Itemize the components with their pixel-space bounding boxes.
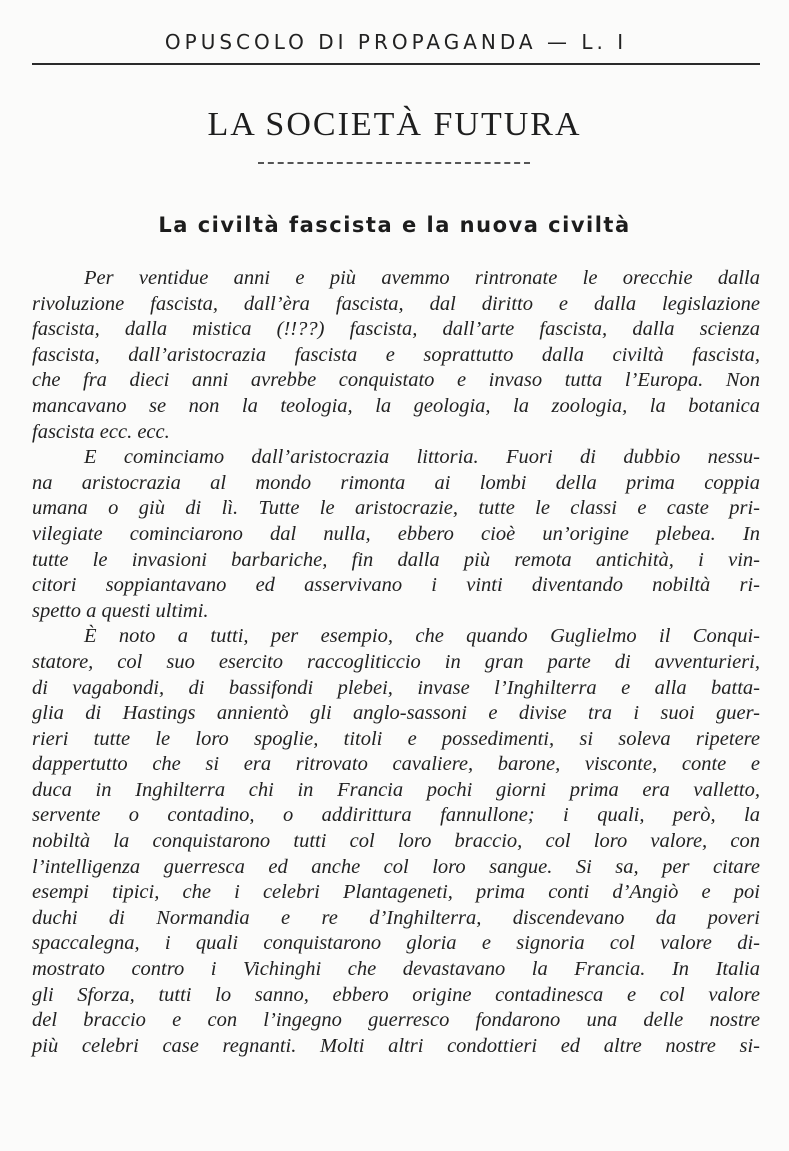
text-line: citori soppiantavano ed asservivano i vinti diventando nobiltà ri- — [32, 574, 760, 597]
text-line: dappertutto che si era ritrovato cavaliere, barone, visconte, conte e — [32, 753, 760, 776]
running-head: OPUSCOLO DI PROPAGANDA — L. I — [164, 30, 628, 54]
text-line: del braccio e con l’ingegno guerresco fondarono una delle nostre — [32, 1009, 760, 1032]
text-line: esempi tipici, che i celebri Plantageneti, prima conti d’Angiò e poi — [32, 881, 760, 904]
text-line: più celebri case regnanti. Molti altri condottieri ed altre nostre si- — [32, 1034, 760, 1057]
text-line: gli Sforza, tutti lo sanno, ebbero origine contadinesca e col valore — [32, 983, 760, 1006]
header-rule — [32, 63, 760, 65]
text-line: duca in Inghilterra chi in Francia pochi giorni prima era valletto, — [32, 778, 760, 801]
text-line: fascista ecc. ecc. — [32, 420, 170, 443]
text-line: l’intelligenza guerresca ed anche col loro sangue. Si sa, per citare — [32, 855, 760, 878]
text-line: spetto a questi ultimi. — [32, 599, 209, 622]
text-line: rivoluzione fascista, dall’èra fascista, dal diritto e dalla legislazione — [32, 292, 760, 315]
text-line: spaccalegna, i quali conquistarono gloria e signoria col valore di- — [32, 932, 760, 955]
text-line: glia di Hastings annientò gli anglo-sassoni e divise tra i suoi guer- — [32, 702, 760, 725]
text-line: nobiltà la conquistarono tutti col loro braccio, col loro valore, con — [32, 830, 760, 853]
text-line: servente o contadino, o addirittura fannullone; i quali, però, la — [32, 804, 760, 827]
text-line: statore, col suo esercito raccogliticcio in gran parte di avventurieri, — [32, 650, 760, 673]
text-line: vilegiate cominciarono dal nulla, ebbero cioè un’origine plebea. In — [32, 522, 760, 545]
text-line: È noto a tutti, per esempio, che quando Guglielmo il Conqui- — [84, 625, 760, 648]
text-line: fascista, dall’aristocrazia fascista e soprattutto dalla civiltà fascista, — [32, 343, 760, 366]
body-text — [32, 266, 760, 1059]
section-subtitle: La civiltà fascista e la nuova civiltà — [158, 213, 631, 237]
text-line: duchi di Normandia e re d’Inghilterra, discendevano da poveri — [32, 906, 760, 929]
text-line: E cominciamo dall’aristocrazia littoria. Fuori di dubbio nessu- — [84, 446, 760, 469]
text-line: tutte le invasioni barbariche, fin dalla più remota antichità, i vin- — [32, 548, 760, 571]
text-line: mancavano se non la teologia, la geologia, la zoologia, la botanica — [32, 394, 760, 417]
text-line: na aristocrazia al mondo rimonta ai lombi della prima coppia — [32, 471, 760, 494]
text-line: fascista, dalla mistica (!!??) fascista, dall’arte fascista, dalla scienza — [32, 318, 760, 341]
text-line: che fra dieci anni avrebbe conquistato e invaso tutta l’Europa. Non — [32, 369, 760, 392]
title-divider — [258, 162, 530, 164]
text-line: umana o giù di lì. Tutte le aristocrazie, tutte le classi e caste pri- — [32, 497, 760, 520]
text-line: mostrato contro i Vichinghi che devastavano la Francia. In Italia — [32, 958, 760, 981]
page-title: LA SOCIETÀ FUTURA — [207, 106, 582, 143]
text-line: rieri tutte le loro spoglie, titoli e possedimenti, si soleva ripetere — [32, 727, 760, 750]
text-line: di vagabondi, di bassifondi plebei, invase l’Inghilterra e alla batta- — [32, 676, 760, 699]
text-line: Per ventidue anni e più avemmo rintronate le orecchie dalla — [84, 267, 760, 289]
